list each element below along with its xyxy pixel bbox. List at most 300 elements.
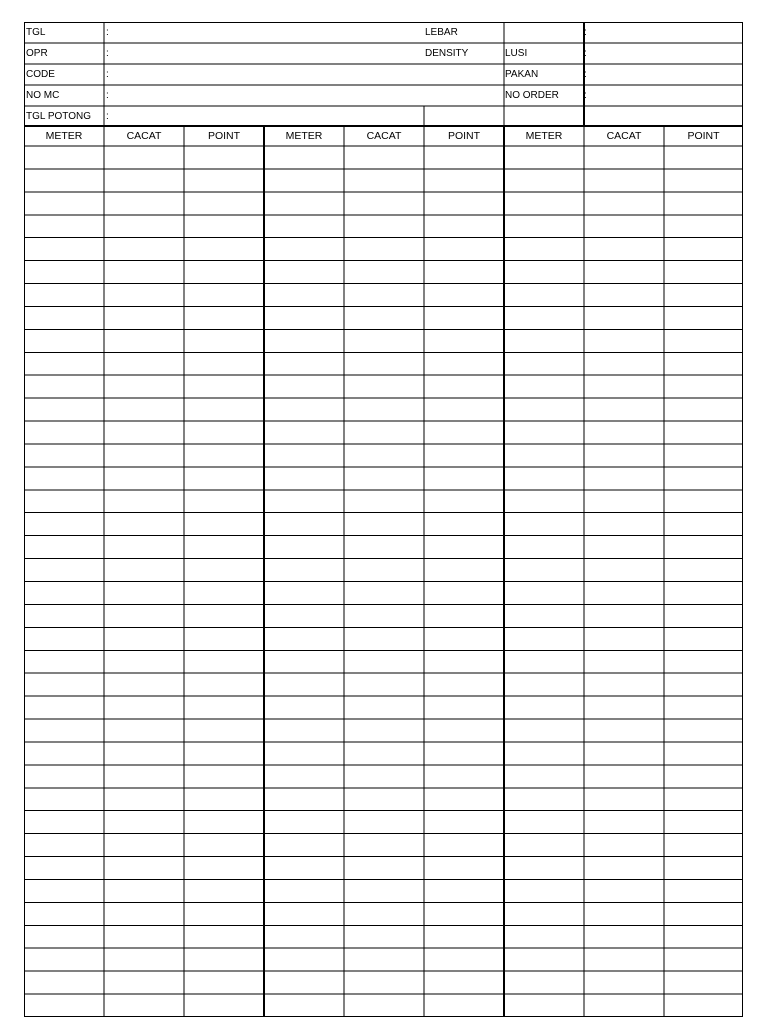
table-cell[interactable]: [505, 376, 583, 397]
table-cell[interactable]: [665, 995, 742, 1016]
table-cell[interactable]: [185, 216, 263, 237]
table-cell[interactable]: [345, 216, 423, 237]
table-cell[interactable]: [185, 605, 263, 626]
table-cell[interactable]: [425, 193, 503, 214]
table-cell[interactable]: [585, 995, 663, 1016]
table-cell[interactable]: [185, 147, 263, 168]
table-cell[interactable]: [345, 170, 423, 191]
table-cell[interactable]: [25, 239, 103, 260]
table-cell[interactable]: [185, 445, 263, 466]
table-cell[interactable]: [25, 858, 103, 879]
table-cell[interactable]: [665, 193, 742, 214]
table-cell[interactable]: [505, 147, 583, 168]
table-cell[interactable]: [345, 330, 423, 351]
table-cell[interactable]: [505, 468, 583, 489]
table-cell[interactable]: [25, 399, 103, 420]
table-cell[interactable]: [585, 720, 663, 741]
table-cell[interactable]: [105, 468, 183, 489]
table-cell[interactable]: [505, 216, 583, 237]
table-cell[interactable]: [425, 262, 503, 283]
table-cell[interactable]: [185, 262, 263, 283]
table-cell[interactable]: [425, 330, 503, 351]
table-cell[interactable]: [665, 285, 742, 306]
table-cell[interactable]: [505, 674, 583, 695]
table-cell[interactable]: [185, 170, 263, 191]
table-cell[interactable]: [105, 239, 183, 260]
table-cell[interactable]: [505, 812, 583, 833]
table-cell[interactable]: [265, 858, 343, 879]
table-cell[interactable]: [185, 812, 263, 833]
table-cell[interactable]: [585, 422, 663, 443]
table-cell[interactable]: [345, 262, 423, 283]
table-cell[interactable]: [665, 583, 742, 604]
table-cell[interactable]: [185, 330, 263, 351]
table-cell[interactable]: [105, 307, 183, 328]
table-cell[interactable]: [345, 285, 423, 306]
table-cell[interactable]: [265, 674, 343, 695]
table-cell[interactable]: [585, 972, 663, 993]
table-cell[interactable]: [345, 491, 423, 512]
table-cell[interactable]: [665, 468, 742, 489]
table-cell[interactable]: [585, 514, 663, 535]
table-cell[interactable]: [345, 995, 423, 1016]
table-cell[interactable]: [265, 514, 343, 535]
table-cell[interactable]: [505, 583, 583, 604]
table-cell[interactable]: [425, 972, 503, 993]
table-cell[interactable]: [265, 926, 343, 947]
table-cell[interactable]: [425, 720, 503, 741]
table-cell[interactable]: [425, 949, 503, 970]
table-cell[interactable]: [185, 858, 263, 879]
table-cell[interactable]: [25, 560, 103, 581]
table-cell[interactable]: [505, 262, 583, 283]
table-cell[interactable]: [345, 903, 423, 924]
table-cell[interactable]: [345, 307, 423, 328]
table-cell[interactable]: [25, 193, 103, 214]
table-cell[interactable]: [345, 147, 423, 168]
table-cell[interactable]: [265, 903, 343, 924]
table-cell[interactable]: [425, 170, 503, 191]
table-cell[interactable]: [185, 468, 263, 489]
table-cell[interactable]: [345, 720, 423, 741]
field-no-mc[interactable]: [112, 86, 502, 106]
table-cell[interactable]: [505, 307, 583, 328]
table-cell[interactable]: [345, 605, 423, 626]
table-cell[interactable]: [105, 262, 183, 283]
table-cell[interactable]: [345, 812, 423, 833]
table-cell[interactable]: [665, 926, 742, 947]
table-cell[interactable]: [185, 193, 263, 214]
table-cell[interactable]: [25, 216, 103, 237]
table-cell[interactable]: [505, 972, 583, 993]
table-cell[interactable]: [105, 445, 183, 466]
table-cell[interactable]: [425, 880, 503, 901]
table-cell[interactable]: [505, 170, 583, 191]
table-cell[interactable]: [105, 193, 183, 214]
table-cell[interactable]: [345, 674, 423, 695]
table-cell[interactable]: [425, 697, 503, 718]
table-cell[interactable]: [585, 445, 663, 466]
table-cell[interactable]: [665, 330, 742, 351]
table-cell[interactable]: [105, 858, 183, 879]
table-cell[interactable]: [585, 926, 663, 947]
table-cell[interactable]: [585, 858, 663, 879]
table-cell[interactable]: [105, 835, 183, 856]
table-cell[interactable]: [345, 399, 423, 420]
table-cell[interactable]: [425, 514, 503, 535]
table-cell[interactable]: [585, 766, 663, 787]
table-cell[interactable]: [665, 651, 742, 672]
table-cell[interactable]: [585, 170, 663, 191]
table-cell[interactable]: [185, 537, 263, 558]
table-cell[interactable]: [425, 628, 503, 649]
table-cell[interactable]: [105, 353, 183, 374]
table-cell[interactable]: [25, 743, 103, 764]
table-cell[interactable]: [345, 949, 423, 970]
table-cell[interactable]: [25, 651, 103, 672]
table-cell[interactable]: [425, 399, 503, 420]
table-cell[interactable]: [665, 605, 742, 626]
table-cell[interactable]: [105, 399, 183, 420]
table-cell[interactable]: [665, 422, 742, 443]
table-cell[interactable]: [425, 789, 503, 810]
table-cell[interactable]: [425, 743, 503, 764]
table-cell[interactable]: [585, 307, 663, 328]
table-cell[interactable]: [345, 445, 423, 466]
table-cell[interactable]: [505, 926, 583, 947]
table-cell[interactable]: [505, 651, 583, 672]
table-cell[interactable]: [425, 583, 503, 604]
table-cell[interactable]: [105, 743, 183, 764]
table-cell[interactable]: [585, 376, 663, 397]
table-cell[interactable]: [25, 766, 103, 787]
table-cell[interactable]: [665, 216, 742, 237]
table-cell[interactable]: [425, 674, 503, 695]
table-cell[interactable]: [425, 560, 503, 581]
table-cell[interactable]: [585, 330, 663, 351]
table-cell[interactable]: [505, 399, 583, 420]
field-lebar[interactable]: [505, 23, 581, 43]
table-cell[interactable]: [105, 514, 183, 535]
table-cell[interactable]: [185, 307, 263, 328]
table-cell[interactable]: [265, 468, 343, 489]
table-cell[interactable]: [665, 812, 742, 833]
table-cell[interactable]: [345, 697, 423, 718]
table-cell[interactable]: [105, 674, 183, 695]
table-cell[interactable]: [185, 789, 263, 810]
table-cell[interactable]: [425, 468, 503, 489]
table-cell[interactable]: [25, 445, 103, 466]
table-cell[interactable]: [505, 514, 583, 535]
table-cell[interactable]: [425, 422, 503, 443]
table-cell[interactable]: [585, 560, 663, 581]
table-cell[interactable]: [105, 170, 183, 191]
table-cell[interactable]: [185, 697, 263, 718]
table-cell[interactable]: [25, 674, 103, 695]
table-cell[interactable]: [425, 239, 503, 260]
table-cell[interactable]: [25, 789, 103, 810]
table-cell[interactable]: [665, 514, 742, 535]
table-cell[interactable]: [585, 491, 663, 512]
table-cell[interactable]: [585, 605, 663, 626]
table-cell[interactable]: [185, 514, 263, 535]
table-cell[interactable]: [585, 583, 663, 604]
table-cell[interactable]: [265, 445, 343, 466]
table-cell[interactable]: [105, 583, 183, 604]
table-cell[interactable]: [505, 422, 583, 443]
table-cell[interactable]: [25, 468, 103, 489]
table-cell[interactable]: [265, 560, 343, 581]
table-cell[interactable]: [345, 858, 423, 879]
table-cell[interactable]: [265, 789, 343, 810]
table-cell[interactable]: [425, 491, 503, 512]
table-cell[interactable]: [265, 239, 343, 260]
table-cell[interactable]: [185, 995, 263, 1016]
table-cell[interactable]: [345, 560, 423, 581]
table-cell[interactable]: [425, 147, 503, 168]
table-cell[interactable]: [185, 949, 263, 970]
table-cell[interactable]: [665, 949, 742, 970]
table-cell[interactable]: [105, 812, 183, 833]
table-cell[interactable]: [265, 697, 343, 718]
field-tgl-potong[interactable]: [112, 107, 422, 127]
table-cell[interactable]: [105, 628, 183, 649]
table-cell[interactable]: [505, 239, 583, 260]
table-cell[interactable]: [25, 720, 103, 741]
table-cell[interactable]: [665, 720, 742, 741]
table-cell[interactable]: [265, 743, 343, 764]
table-cell[interactable]: [345, 514, 423, 535]
table-cell[interactable]: [105, 789, 183, 810]
table-cell[interactable]: [425, 995, 503, 1016]
table-cell[interactable]: [505, 949, 583, 970]
table-cell[interactable]: [265, 307, 343, 328]
table-cell[interactable]: [505, 789, 583, 810]
table-cell[interactable]: [345, 239, 423, 260]
table-cell[interactable]: [185, 651, 263, 672]
table-cell[interactable]: [505, 605, 583, 626]
table-cell[interactable]: [105, 285, 183, 306]
table-cell[interactable]: [345, 766, 423, 787]
table-cell[interactable]: [425, 605, 503, 626]
table-cell[interactable]: [345, 743, 423, 764]
table-cell[interactable]: [25, 697, 103, 718]
table-cell[interactable]: [505, 353, 583, 374]
table-cell[interactable]: [505, 995, 583, 1016]
table-cell[interactable]: [265, 285, 343, 306]
table-cell[interactable]: [425, 812, 503, 833]
table-cell[interactable]: [505, 285, 583, 306]
table-cell[interactable]: [265, 835, 343, 856]
table-cell[interactable]: [265, 605, 343, 626]
table-cell[interactable]: [585, 674, 663, 695]
table-cell[interactable]: [265, 216, 343, 237]
table-cell[interactable]: [265, 949, 343, 970]
table-cell[interactable]: [425, 766, 503, 787]
table-cell[interactable]: [585, 743, 663, 764]
table-cell[interactable]: [505, 766, 583, 787]
table-cell[interactable]: [105, 422, 183, 443]
table-cell[interactable]: [25, 835, 103, 856]
table-cell[interactable]: [25, 491, 103, 512]
table-cell[interactable]: [25, 583, 103, 604]
table-cell[interactable]: [505, 880, 583, 901]
table-cell[interactable]: [185, 399, 263, 420]
table-cell[interactable]: [665, 376, 742, 397]
table-cell[interactable]: [265, 353, 343, 374]
table-cell[interactable]: [105, 376, 183, 397]
table-cell[interactable]: [105, 697, 183, 718]
table-cell[interactable]: [585, 285, 663, 306]
table-cell[interactable]: [585, 399, 663, 420]
table-cell[interactable]: [265, 651, 343, 672]
table-cell[interactable]: [665, 262, 742, 283]
table-cell[interactable]: [25, 147, 103, 168]
table-cell[interactable]: [105, 537, 183, 558]
table-cell[interactable]: [105, 766, 183, 787]
table-cell[interactable]: [185, 491, 263, 512]
table-cell[interactable]: [665, 491, 742, 512]
table-cell[interactable]: [265, 262, 343, 283]
table-cell[interactable]: [665, 628, 742, 649]
table-cell[interactable]: [585, 537, 663, 558]
table-cell[interactable]: [585, 903, 663, 924]
table-cell[interactable]: [585, 353, 663, 374]
table-cell[interactable]: [265, 537, 343, 558]
table-cell[interactable]: [265, 766, 343, 787]
table-cell[interactable]: [585, 949, 663, 970]
table-cell[interactable]: [505, 720, 583, 741]
table-cell[interactable]: [185, 353, 263, 374]
table-cell[interactable]: [105, 926, 183, 947]
table-cell[interactable]: [265, 812, 343, 833]
table-cell[interactable]: [105, 651, 183, 672]
table-cell[interactable]: [265, 972, 343, 993]
table-cell[interactable]: [265, 720, 343, 741]
table-cell[interactable]: [105, 949, 183, 970]
table-cell[interactable]: [505, 743, 583, 764]
table-cell[interactable]: [345, 880, 423, 901]
table-cell[interactable]: [185, 720, 263, 741]
table-cell[interactable]: [425, 216, 503, 237]
table-cell[interactable]: [105, 995, 183, 1016]
field-code[interactable]: [112, 65, 502, 85]
table-cell[interactable]: [25, 903, 103, 924]
table-cell[interactable]: [425, 903, 503, 924]
table-cell[interactable]: [425, 307, 503, 328]
table-cell[interactable]: [505, 537, 583, 558]
table-cell[interactable]: [345, 376, 423, 397]
table-cell[interactable]: [345, 651, 423, 672]
table-cell[interactable]: [265, 583, 343, 604]
table-cell[interactable]: [425, 651, 503, 672]
table-cell[interactable]: [185, 835, 263, 856]
table-cell[interactable]: [425, 445, 503, 466]
table-cell[interactable]: [665, 903, 742, 924]
table-cell[interactable]: [265, 193, 343, 214]
table-cell[interactable]: [585, 880, 663, 901]
table-cell[interactable]: [345, 353, 423, 374]
table-cell[interactable]: [25, 812, 103, 833]
table-cell[interactable]: [185, 880, 263, 901]
table-cell[interactable]: [185, 376, 263, 397]
table-cell[interactable]: [25, 605, 103, 626]
table-cell[interactable]: [185, 903, 263, 924]
table-cell[interactable]: [505, 491, 583, 512]
table-cell[interactable]: [505, 858, 583, 879]
table-cell[interactable]: [265, 330, 343, 351]
table-cell[interactable]: [585, 216, 663, 237]
table-cell[interactable]: [585, 812, 663, 833]
table-cell[interactable]: [25, 422, 103, 443]
table-cell[interactable]: [585, 193, 663, 214]
table-cell[interactable]: [105, 330, 183, 351]
table-cell[interactable]: [665, 766, 742, 787]
table-cell[interactable]: [185, 583, 263, 604]
table-cell[interactable]: [25, 170, 103, 191]
table-cell[interactable]: [665, 880, 742, 901]
table-cell[interactable]: [25, 307, 103, 328]
table-cell[interactable]: [585, 147, 663, 168]
table-cell[interactable]: [585, 789, 663, 810]
table-cell[interactable]: [25, 353, 103, 374]
table-cell[interactable]: [25, 949, 103, 970]
table-cell[interactable]: [105, 491, 183, 512]
table-cell[interactable]: [665, 674, 742, 695]
table-cell[interactable]: [185, 972, 263, 993]
table-cell[interactable]: [665, 858, 742, 879]
table-cell[interactable]: [505, 835, 583, 856]
table-cell[interactable]: [665, 239, 742, 260]
table-cell[interactable]: [105, 605, 183, 626]
table-cell[interactable]: [105, 147, 183, 168]
field-pakan[interactable]: [590, 65, 740, 85]
table-cell[interactable]: [345, 468, 423, 489]
table-cell[interactable]: [25, 262, 103, 283]
table-cell[interactable]: [665, 697, 742, 718]
table-cell[interactable]: [425, 537, 503, 558]
field-tgl[interactable]: [112, 23, 422, 43]
table-cell[interactable]: [425, 926, 503, 947]
table-cell[interactable]: [585, 697, 663, 718]
table-cell[interactable]: [25, 376, 103, 397]
table-cell[interactable]: [105, 972, 183, 993]
field-lusi[interactable]: [590, 44, 740, 64]
table-cell[interactable]: [425, 376, 503, 397]
table-cell[interactable]: [665, 445, 742, 466]
field-opr[interactable]: [112, 44, 422, 64]
table-cell[interactable]: [25, 537, 103, 558]
table-cell[interactable]: [105, 880, 183, 901]
table-cell[interactable]: [265, 880, 343, 901]
table-cell[interactable]: [185, 628, 263, 649]
table-cell[interactable]: [25, 880, 103, 901]
table-cell[interactable]: [265, 422, 343, 443]
table-cell[interactable]: [425, 835, 503, 856]
table-cell[interactable]: [185, 560, 263, 581]
table-cell[interactable]: [345, 972, 423, 993]
table-cell[interactable]: [105, 903, 183, 924]
table-cell[interactable]: [665, 537, 742, 558]
table-cell[interactable]: [265, 628, 343, 649]
table-cell[interactable]: [425, 353, 503, 374]
table-cell[interactable]: [665, 147, 742, 168]
table-cell[interactable]: [345, 835, 423, 856]
table-cell[interactable]: [345, 583, 423, 604]
table-cell[interactable]: [665, 307, 742, 328]
table-cell[interactable]: [265, 147, 343, 168]
table-cell[interactable]: [585, 468, 663, 489]
